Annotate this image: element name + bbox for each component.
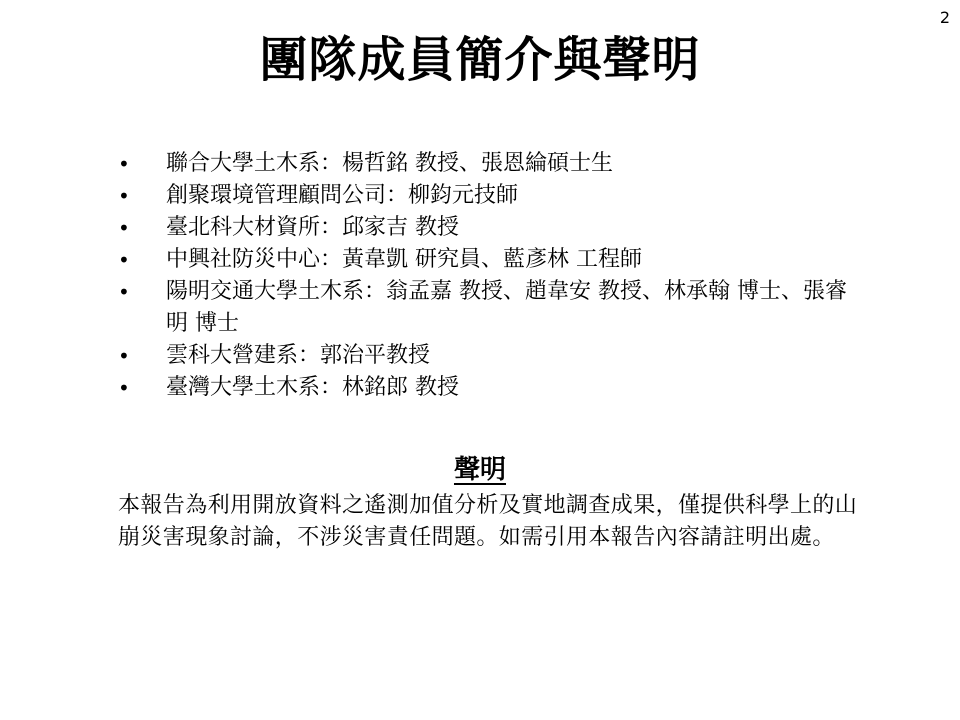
member-text: 聯合大學土木系：楊哲銘 教授、張恩綸碩士生	[166, 151, 613, 176]
list-item	[118, 340, 858, 372]
page-title: 團隊成員簡介與聲明	[259, 32, 701, 88]
page-number: 2	[939, 8, 950, 27]
bullet-icon: •	[118, 376, 130, 400]
statement-body: 本報告為利用開放資料之遙測加值分析及實地調查成果，僅提供科學上的山崩災害現象討論，不涉災害責任問題。如需引用本報告內容請註明出處。	[118, 493, 858, 550]
list-item	[118, 148, 858, 180]
member-text: 中興社防災中心：黃韋凱 研究員、藍彥林 工程師	[166, 247, 642, 272]
member-text: 創聚環境管理顧問公司：柳鈞元技師	[166, 183, 519, 208]
list-item	[118, 212, 858, 244]
bullet-icon: •	[118, 280, 130, 304]
list-item	[118, 276, 858, 340]
bullet-icon: •	[118, 184, 130, 208]
list-item	[118, 180, 858, 212]
statement-heading-text: 聲明	[453, 455, 506, 485]
bullet-icon: •	[118, 216, 130, 240]
list-item	[118, 372, 858, 404]
bullet-icon: •	[118, 248, 130, 272]
member-text: 雲科大營建系：郭治平教授	[166, 343, 431, 368]
bullet-icon: •	[118, 152, 130, 176]
member-text: 臺灣大學土木系：林銘郎 教授	[166, 375, 459, 400]
statement-heading	[0, 452, 960, 488]
bullet-icon: •	[118, 344, 130, 368]
member-text: 臺北科大材資所：邱家吉 教授	[166, 215, 459, 240]
list-item	[118, 244, 858, 276]
member-text: 陽明交通大學土木系：翁孟嘉 教授、趙韋安 教授、林承翰 博士、張睿明 博士	[166, 279, 847, 336]
team-member-list	[118, 148, 858, 404]
